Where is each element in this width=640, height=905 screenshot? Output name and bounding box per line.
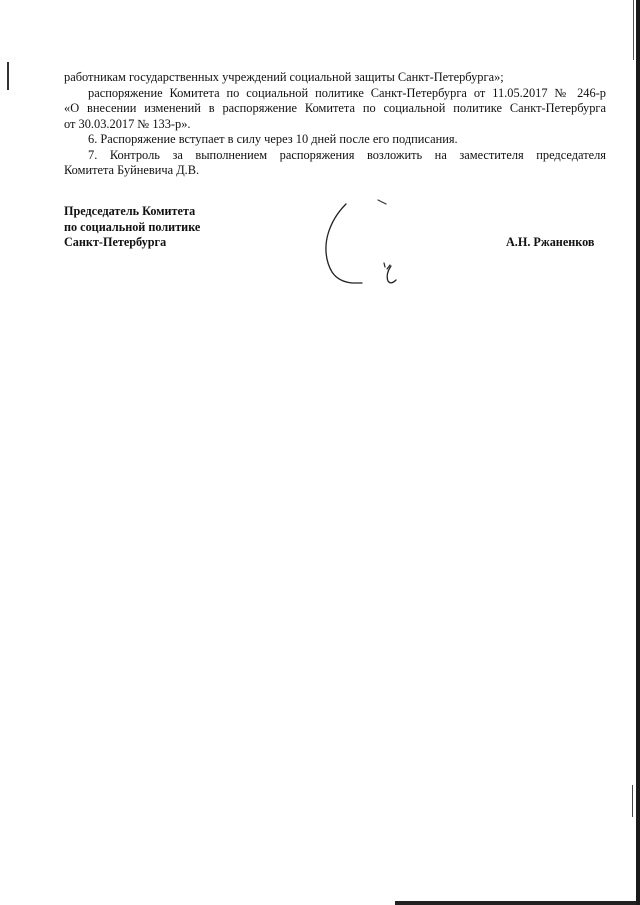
paragraph-order-reference: распоряжение Комитета по социальной политике Санкт-Петербурга от 11.05.2017 № 246-р: [88, 85, 606, 100]
signature-stroke-hook: [387, 266, 396, 283]
paragraph-item-7: 7. Контроль за выполнением распоряжения возложить на заместителя председателя: [88, 147, 606, 162]
signature-stroke-top: [378, 200, 386, 204]
paragraph-item-6: 6. Распоряжение вступает в силу через 10 дней после его подписания.: [88, 132, 458, 146]
scan-edge-left: [7, 62, 9, 90]
signature-title-line-1: Председатель Комитета: [64, 204, 196, 218]
signature-title-line-3: Санкт-Петербурга: [64, 235, 167, 249]
paragraph-item-7-cont: Комитета Буйневича Д.В.: [64, 163, 200, 177]
paragraph-continuation: работникам государственных учреждений социальной защиты Санкт-Петербурга»;: [64, 70, 504, 84]
paragraph-order-date: от 30.03.2017 № 133-р».: [64, 116, 191, 131]
signature-stroke-tick: [384, 263, 385, 267]
signature-title: [64, 204, 200, 251]
handwritten-signature: [318, 196, 408, 296]
signature-stroke-main: [326, 204, 362, 283]
scan-edge-right: [636, 0, 640, 905]
paragraph-order-title: «О внесении изменений в распоряжение Комитета по социальной политике Санкт-Петербурга: [64, 101, 606, 115]
scan-edge-right-top: [633, 0, 634, 60]
scan-tick-right-bottom: [632, 785, 633, 817]
scan-edge-bottom: [395, 901, 636, 905]
signature-title-line-2: по социальной политике: [64, 219, 201, 234]
document-body: [64, 70, 606, 179]
signer-name: А.Н. Ржаненков: [506, 235, 595, 249]
